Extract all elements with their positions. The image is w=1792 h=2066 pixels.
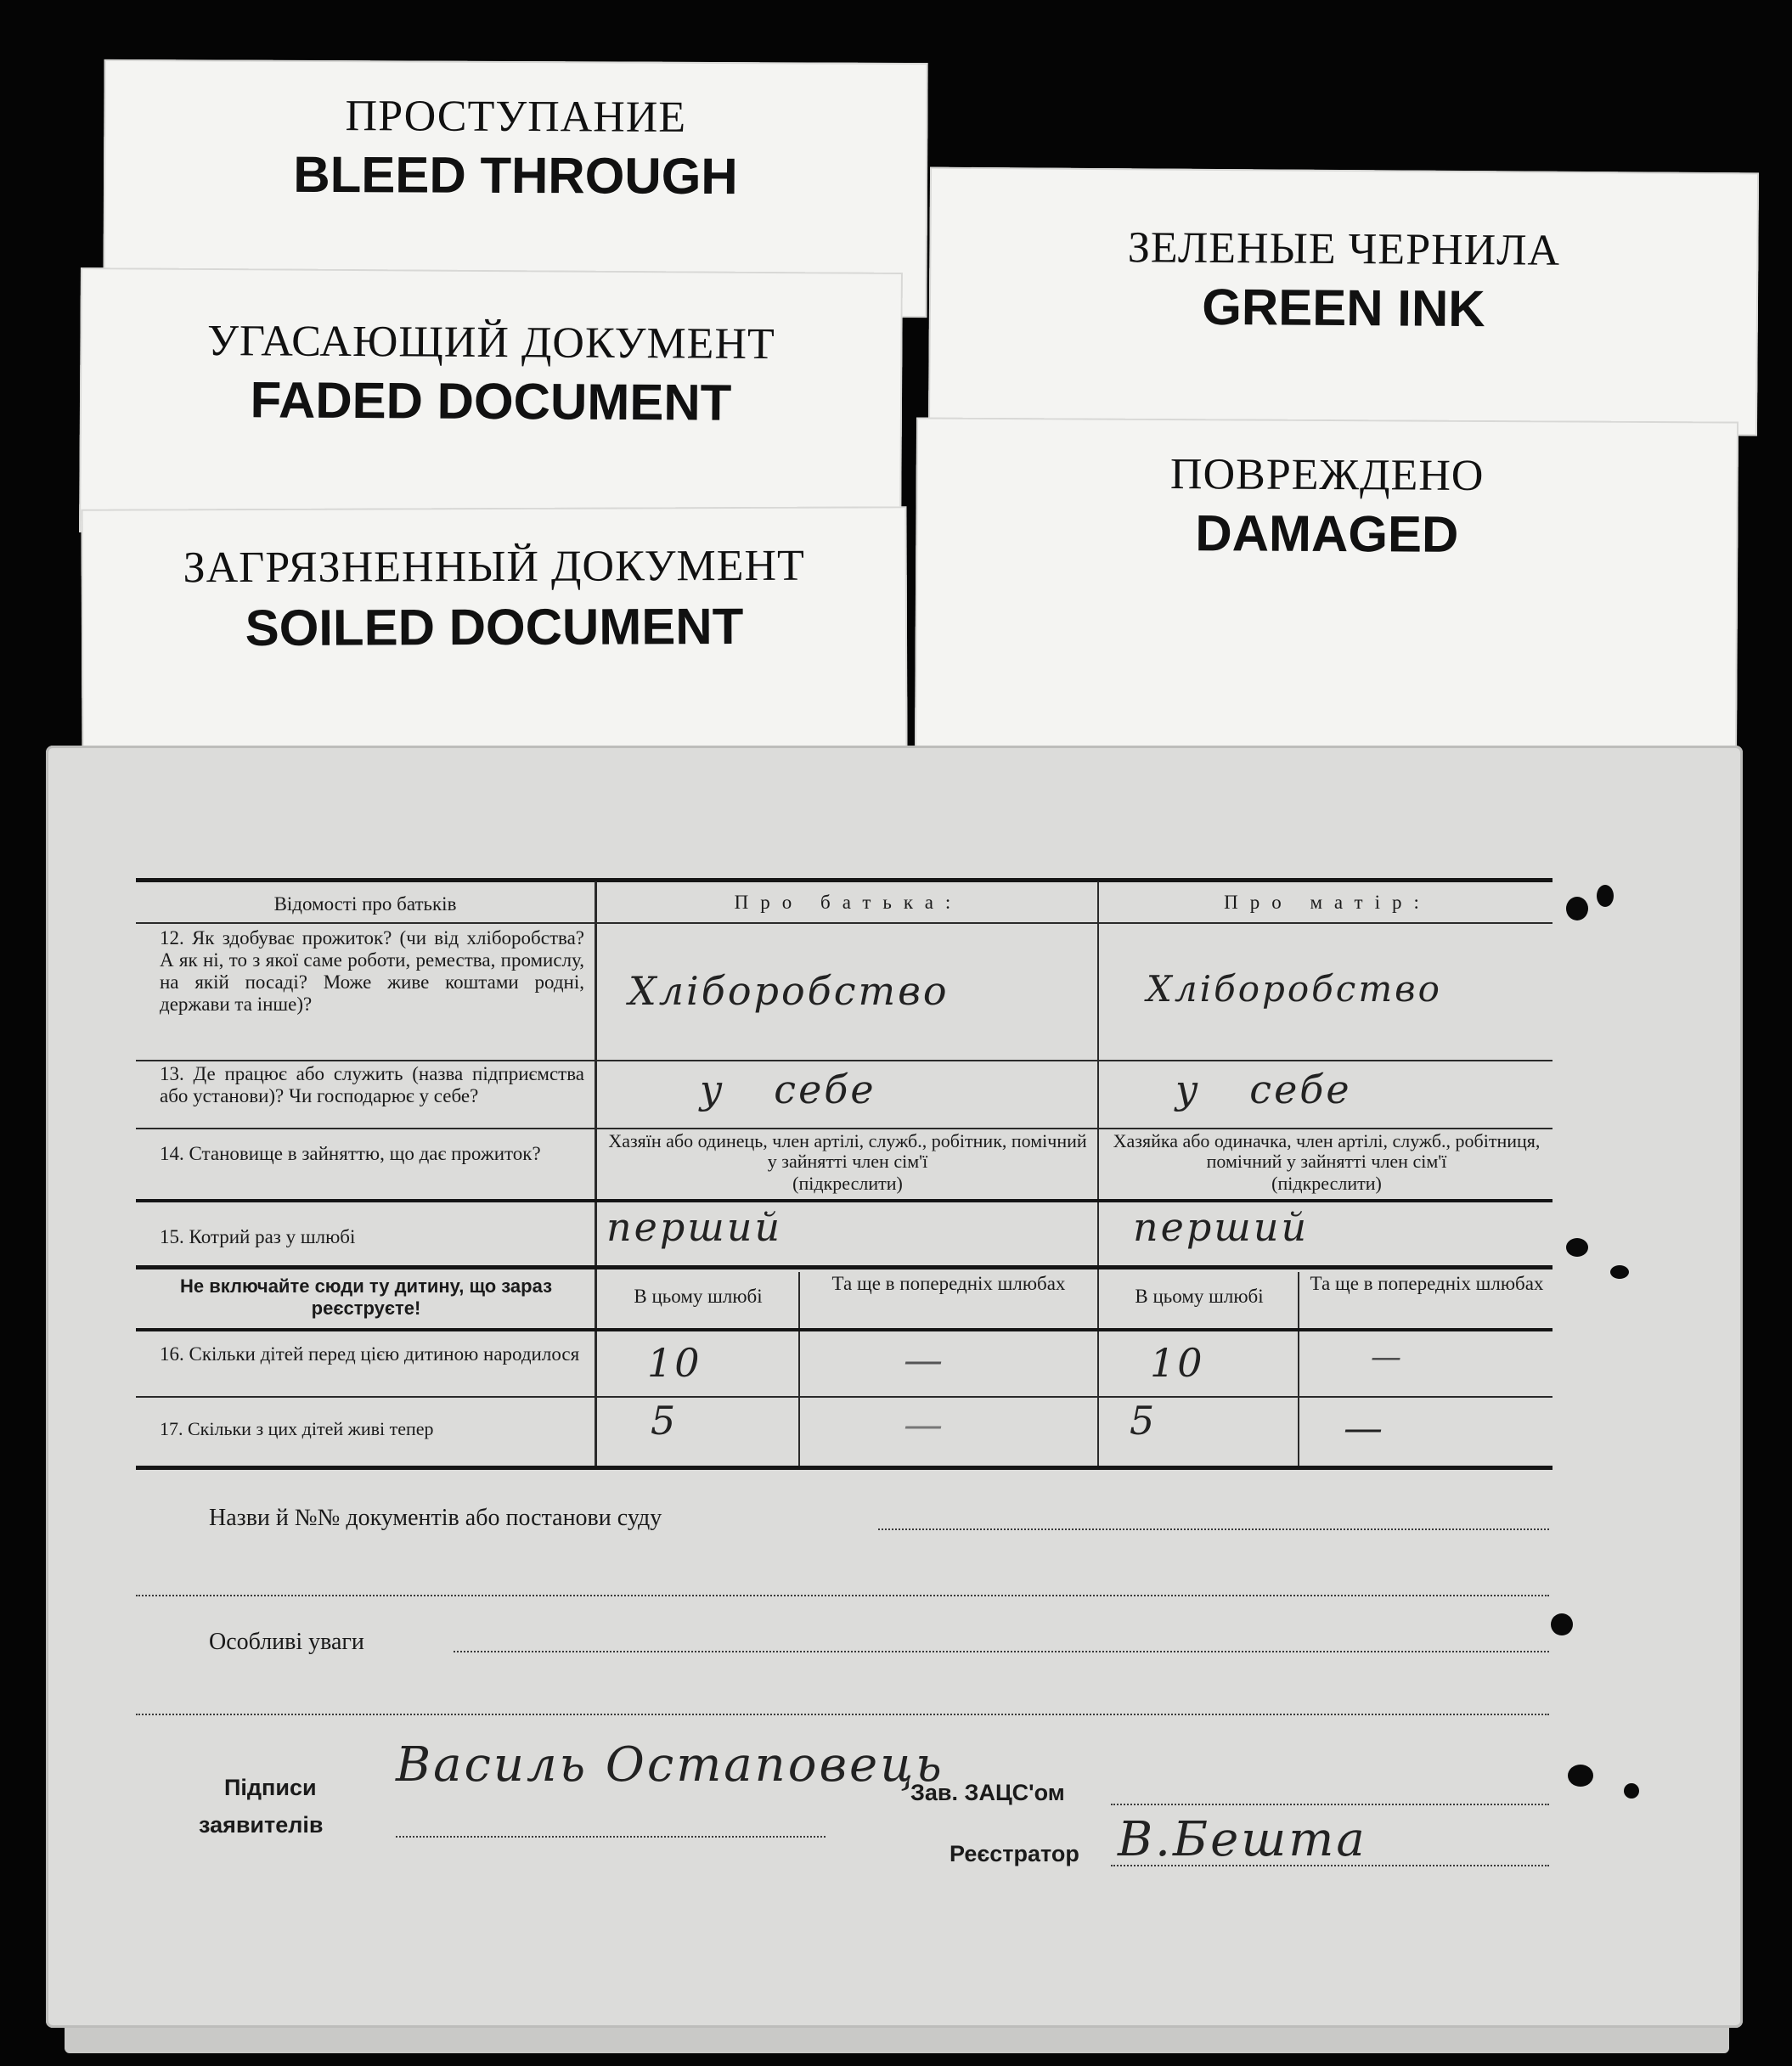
documents-field-line: [878, 1528, 1549, 1530]
answer-17-father-this: 5: [651, 1398, 679, 1444]
faded-document-card: [79, 267, 903, 538]
options-14-father: Хазяїн або одинець, член артілі, служб., робітник, помічний у зайнятті член сім'ї: [608, 1130, 1087, 1172]
soiled-document-card: [81, 506, 907, 763]
answer-16-mother-this: 10: [1150, 1340, 1205, 1386]
punch-hole: [1566, 897, 1588, 920]
punch-hole: [1597, 885, 1614, 907]
answer-16-mother-prev: —: [1371, 1340, 1404, 1375]
registrar-label: Реєстратор: [950, 1841, 1079, 1866]
answer-13-father: у себе: [700, 1067, 876, 1112]
applicant-signature: Василь Остаповець: [396, 1737, 944, 1793]
father-this-marriage-header: В цьому шлюбі: [634, 1286, 763, 1307]
registrar-signature: В.Бешта: [1118, 1812, 1367, 1867]
underline-note-father: (підкреслити): [792, 1173, 903, 1194]
row-rule-15: [136, 1265, 1553, 1269]
row-rule-13: [136, 1128, 1553, 1129]
signatures-label-line-1: Підписи: [224, 1775, 317, 1800]
punch-hole: [1610, 1265, 1629, 1279]
applicant-signature-line: [396, 1836, 826, 1838]
answer-12-mother: Хліборобство: [1147, 968, 1442, 1010]
card-en-text: GREEN INK: [1202, 278, 1485, 338]
card-ru-text: ПРОСТУПАНИЕ: [345, 92, 687, 142]
header-father: Про батька:: [734, 892, 963, 913]
card-ru-text: УГАСАЮЩИЙ ДОКУМЕНТ: [206, 316, 775, 369]
question-15: 15. Котрий раз у шлюбі: [160, 1226, 356, 1247]
answer-13-mother: у себе: [1175, 1067, 1352, 1112]
remarks-field-line: [454, 1651, 1549, 1652]
registration-form-sheet: [46, 746, 1743, 2028]
card-ru-text: ЗЕЛЕНЫЕ ЧЕРНИЛА: [1127, 223, 1561, 275]
row-rule-12: [136, 1060, 1553, 1061]
answer-12-father: Хліборобство: [628, 968, 950, 1014]
options-14-mother: Хазяйка або одиначка, член артілі, служб., робітниця, помічний у зайнятті член сім'ї: [1113, 1130, 1541, 1172]
question-13: 13. Де працює або служить (назва підприємства або установи)? Чи господарює у себе?: [160, 1063, 584, 1106]
header-mother: Про матір:: [1224, 892, 1431, 913]
damaged-card: [915, 417, 1738, 761]
green-ink-card: [928, 167, 1759, 436]
mother-this-marriage-header: В цьому шлюбі: [1135, 1286, 1264, 1307]
underline-note-mother: (підкреслити): [1271, 1173, 1382, 1194]
zags-head-line: [1111, 1804, 1549, 1805]
signatures-label-line-2: заявителів: [199, 1812, 324, 1838]
question-12: 12. Як здобуває прожиток? (чи від хліборобства? А як ні, то з якої саме роботи, ремества, промислу, на якій посаді? Може живе коштами родні, держави та інше)?: [160, 927, 584, 1015]
col-divider-2: [1097, 881, 1099, 1467]
card-ru-text: ПОВРЕЖДЕНО: [1169, 450, 1485, 500]
punch-hole: [1624, 1783, 1639, 1799]
header-rule: [136, 922, 1553, 924]
col-divider-3: [798, 1272, 800, 1467]
documents-field-line-2: [136, 1595, 1549, 1596]
answer-17-mother-this: 5: [1130, 1398, 1158, 1444]
zags-head-label: Зав. ЗАЦС'ом: [910, 1780, 1065, 1805]
col-divider-1: [595, 881, 597, 1467]
answer-17-mother-prev: —: [1344, 1405, 1385, 1450]
card-en-text: BLEED THROUGH: [293, 145, 738, 205]
father-previous-marriages-header: Та ще в попередніх шлюбах: [831, 1273, 1066, 1294]
punch-hole: [1566, 1238, 1588, 1257]
row-rule-14: [136, 1199, 1553, 1202]
question-17: 17. Скільки з цих дітей живі тепер: [160, 1418, 434, 1439]
card-en-text: DAMAGED: [1195, 504, 1459, 563]
question-16: 16. Скільки дітей перед цією дитиною народилося: [160, 1343, 580, 1365]
punch-hole: [1568, 1765, 1593, 1787]
documents-label: Назви й №№ документів або постанови суду: [209, 1505, 662, 1531]
header-parents-info: Відомості про батьків: [273, 893, 457, 915]
remarks-label: Особливі уваги: [209, 1629, 364, 1655]
answer-15-father: перший: [606, 1204, 783, 1250]
exclude-child-note: Не включайте сюди ту дитину, що зараз реєструєте!: [179, 1275, 553, 1319]
question-14: 14. Становище в зайняттю, що дає прожиток?: [160, 1143, 541, 1164]
subheader-rule: [136, 1328, 1553, 1331]
answer-15-mother: перший: [1133, 1204, 1310, 1250]
card-en-text: FADED DOCUMENT: [250, 371, 732, 431]
remarks-field-line-2: [136, 1714, 1549, 1715]
row-rule-16: [136, 1396, 1553, 1398]
answer-17-father-prev: —: [904, 1401, 945, 1447]
col-divider-4: [1298, 1272, 1299, 1467]
card-en-text: SOILED DOCUMENT: [245, 597, 744, 657]
registrar-line: [1111, 1865, 1549, 1866]
answer-16-father-prev: —: [904, 1337, 945, 1382]
punch-hole: [1551, 1613, 1573, 1635]
table-top-rule: [136, 878, 1553, 882]
table-bottom-rule: [136, 1466, 1553, 1470]
card-ru-text: ЗАГРЯЗНЕННЫЙ ДОКУМЕНТ: [183, 541, 805, 593]
mother-previous-marriages-header: Та ще в попередніх шлюбах: [1310, 1273, 1544, 1294]
answer-16-father-this: 10: [647, 1340, 702, 1386]
